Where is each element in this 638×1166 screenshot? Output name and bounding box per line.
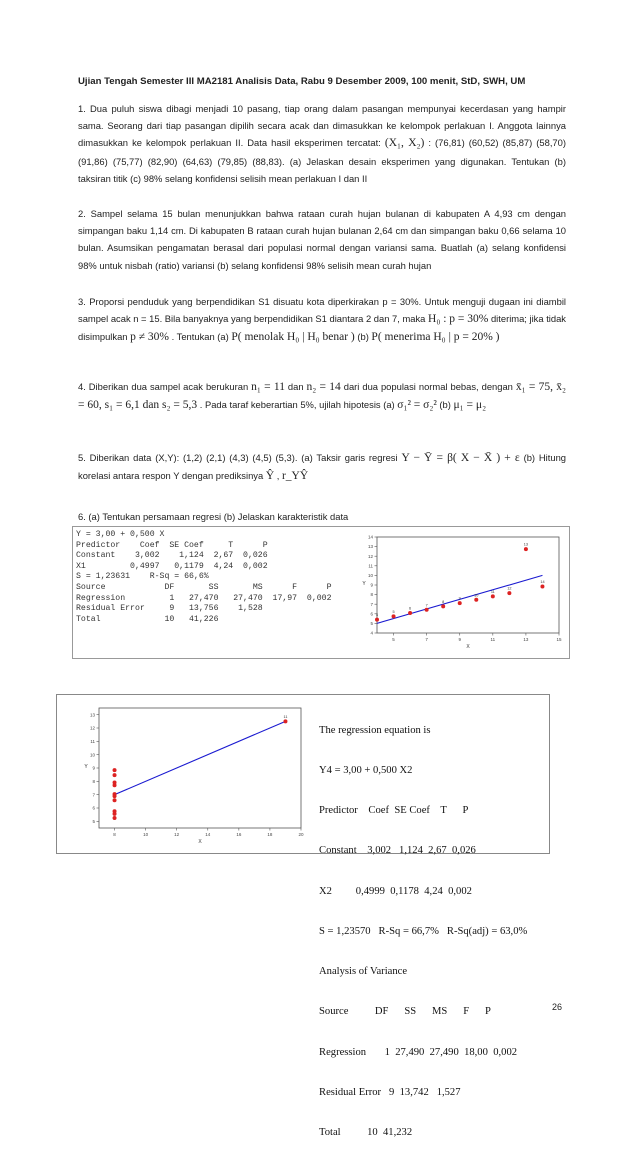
q4-math-3: x̄₁ = 75, x̄₂ = 60, s₁ = 6,1 dan s₂ = 5,3 — [78, 381, 566, 412]
regression-output-2 — [319, 697, 547, 1166]
page-number: 26 — [552, 1002, 563, 1012]
q3-text-d: (b) — [354, 331, 372, 343]
y-tick-label: 7 — [92, 792, 95, 798]
x-tick-label: 15 — [556, 637, 562, 642]
plot-frame — [377, 537, 559, 633]
data-point — [507, 591, 511, 595]
point-label: 6 — [409, 606, 412, 611]
point-label: 4 — [375, 613, 379, 618]
output-line: Predictor Coef SE Coef T P — [76, 540, 268, 550]
data-point — [283, 719, 287, 723]
point-label: 13 — [523, 542, 529, 547]
q5-text-b: (b) Hitung korelasi antara respon Y dengan prediksinya — [78, 452, 566, 482]
q5-math-3: r_YŶ — [281, 470, 309, 483]
x-axis-label: X — [198, 839, 202, 845]
q4-text-a: 4. Diberikan dua sampel acak berukuran — [78, 381, 252, 392]
x-tick-label: 8 — [113, 832, 116, 837]
point-label: 11 — [283, 714, 288, 719]
q1-text-b: : (76,81) (60,52) (85,87) (58,70) (91,86) (75,77) (82,90) (64,63) (79,85) (88,83). (a) Jelaskan desain eksperimen yang digunakan. Tentukan (b) taksiran titik (c) 98% selang konfidensi selisih mean perlakuan I dan II — [78, 137, 566, 184]
data-point — [113, 816, 117, 820]
q5-text-a: 5. Diberikan data (X,Y): (1,2) (2,1) (4,3) (4,5) (5,3). (a) Taksir garis regresi — [78, 452, 402, 463]
x-tick-label: 16 — [236, 832, 242, 837]
q3-math-2: p ≠ 30% — [130, 331, 170, 344]
q1-math: (X₁, X₂) — [384, 137, 425, 150]
output-line: X1 0,4997 0,1179 4,24 0,002 — [76, 561, 268, 571]
regression-panel-1 — [72, 526, 570, 659]
q3-text-c: . Tentukan (a) — [169, 331, 232, 343]
data-point — [491, 594, 495, 598]
q5-text-c: , — [274, 470, 282, 482]
y-tick-label: 9 — [370, 582, 373, 588]
data-point — [425, 608, 429, 612]
q4-text-c: dari dua populasi normal bebas, dengan — [340, 381, 516, 392]
q3-text-b: diterima; jika tidak disimpulkan — [78, 313, 566, 343]
output-line: Constant 3,002 1,124 2,67 0,026 — [76, 551, 268, 561]
point-label: 12 — [507, 586, 512, 591]
y-tick-label: 14 — [367, 534, 373, 540]
q2-text: 2. Sampel selama 15 bulan menunjukkan bahwa rataan curah hujan bulanan di kabupaten A 4,93 cm dengan simpangan baku 1,14 cm. Di kabupaten B rataan curah hujan bulanan 2,64 cm dan simpangan baku 0,66 selama 10 bulan. Asumsikan pengamatan berasal dari populasi normal dengan variansi sama. Buatlah (a) selang konfidensi 98% untuk nisbah (ratio) variansi (b) selang konfidensi 98% selisih mean curah hujan — [78, 208, 566, 271]
scatter-plot-1 — [357, 529, 565, 655]
x-axis-label: X — [466, 644, 470, 650]
question-1 — [78, 100, 566, 187]
data-point — [113, 768, 117, 772]
q1-text-a: 1. Dua puluh siswa dibagi menjadi 10 pasang, tiap orang dalam pasangan mempunyai kecerdasan yang hampir sama. Seorang dari tiap pasangan dipilih secara acak dan dimasukkan ke kelompok perlakuan I. Anggota lainnya dimasukkan ke kelompok perlakuan II. Data hasil eksperimen tercatat: — [78, 103, 566, 149]
data-point — [408, 611, 412, 615]
output-line: Regression 1 27,470 27,470 17,97 0,002 — [76, 593, 332, 603]
q3-text-a: 3. Proporsi penduduk yang berpendidikan S1 disuatu kota diperkirakan p = 30%. Untuk menguji dugaan ini diambil sampel acak n = 15. Bila banyaknya yang berpendidikan S1 diantara 2 dan 7, maka — [78, 296, 566, 325]
y-tick-label: 9 — [92, 765, 95, 771]
data-point — [113, 798, 117, 802]
y-tick-label: 13 — [367, 544, 373, 550]
q4-math-1: n₁ = 11 — [251, 381, 285, 393]
x-tick-label: 18 — [267, 832, 273, 837]
q5-math-2: Ŷ — [265, 470, 275, 483]
output-line: Y = 3,00 + 0,500 X — [76, 530, 165, 539]
q4-math-2: n₂ = 14 — [306, 381, 341, 393]
q5-math-1: Y − Ȳ = β( X − X̄ ) + ε — [401, 452, 520, 464]
y-axis-label: Y — [362, 581, 366, 587]
point-label: 9 — [458, 596, 461, 601]
q4-text-e: (b) — [436, 399, 454, 411]
y-tick-label: 5 — [92, 818, 95, 824]
data-point — [113, 794, 117, 798]
output-line: X2 0,4999 0,1178 4,24 0,002 — [319, 885, 472, 897]
regression-output-1 — [76, 530, 332, 625]
y-tick-label: 12 — [367, 553, 373, 559]
x-tick-label: 14 — [205, 832, 211, 837]
output-line: Source DF SS MS F P — [319, 1006, 491, 1018]
y-tick-label: 6 — [370, 611, 373, 617]
question-5 — [78, 449, 566, 485]
output-line: S = 1,23570 R-Sq = 66,7% R-Sq(adj) = 63,0% — [319, 925, 528, 937]
y-tick-label: 10 — [89, 752, 95, 758]
data-point — [524, 547, 528, 551]
output-line: Source DF SS MS F P — [76, 582, 332, 592]
output-line: Total 10 41,232 — [319, 1127, 413, 1138]
data-point — [474, 598, 478, 602]
data-point — [441, 604, 445, 608]
output-line: Residual Error 9 13,742 1,527 — [319, 1086, 461, 1098]
x-tick-label: 13 — [523, 637, 529, 642]
y-tick-label: 11 — [368, 563, 373, 569]
point-label: 10 — [474, 593, 479, 598]
y-tick-label: 7 — [370, 601, 373, 607]
q4-math-5: μ₁ = μ₂ — [453, 399, 487, 412]
output-line: Total 10 41,226 — [76, 614, 219, 624]
question-4 — [78, 378, 566, 414]
y-tick-label: 8 — [92, 778, 95, 784]
q4-text-b: dan — [284, 381, 307, 392]
data-point — [540, 585, 544, 589]
x-tick-label: 10 — [143, 832, 149, 837]
q4-math-4: σ₁² = σ₂² — [397, 399, 437, 412]
question-3 — [78, 293, 566, 347]
data-point — [113, 812, 117, 816]
regression-line — [115, 721, 286, 794]
y-tick-label: 6 — [92, 805, 95, 811]
q3-math-4: P( menerima H₀ | p = 20% ) — [371, 331, 500, 344]
y-tick-label: 5 — [370, 621, 373, 626]
point-label: 14 — [540, 580, 545, 585]
plot-frame — [99, 708, 301, 828]
output-line: Predictor Coef SE Coef T P — [319, 805, 469, 817]
output-line: Residual Error 9 13,756 1,528 — [76, 604, 263, 614]
q4-text-d: . Pada taraf keberartian 5%, ujilah hipotesis (a) — [197, 399, 398, 411]
point-label: 11 — [490, 589, 495, 594]
output-line: Regression 1 27,490 27,490 18,00 0,002 — [319, 1046, 518, 1058]
x-tick-label: 20 — [298, 832, 304, 837]
q6-text: 6. (a) Tentukan persamaan regresi (b) Jelaskan karakteristik data — [78, 511, 349, 522]
y-tick-label: 12 — [89, 725, 95, 731]
regression-panel-2 — [56, 694, 550, 1138]
data-point — [113, 773, 117, 777]
data-point — [375, 618, 379, 622]
output-line: Analysis of Variance — [319, 966, 408, 978]
x-tick-label: 7 — [425, 637, 428, 642]
data-point — [392, 614, 396, 618]
exam-title: Ujian Tengah Semester III MA2181 Analisis Data, Rabu 9 Desember 2009, 100 menit, StD, SWH, UM — [78, 76, 526, 87]
y-tick-label: 10 — [367, 573, 373, 578]
q3-math-1: H₀ : p = 30% — [428, 313, 489, 326]
output-line: The regression equation is — [319, 724, 431, 736]
data-point — [113, 781, 117, 785]
point-label: 5 — [392, 609, 395, 614]
output-line: Y4 = 3,00 + 0,500 X2 — [319, 765, 413, 777]
y-tick-label: 4 — [370, 630, 373, 636]
data-point — [458, 601, 462, 605]
x-tick-label: 5 — [392, 637, 395, 642]
x-tick-label: 11 — [490, 637, 496, 642]
y-tick-label: 13 — [89, 712, 95, 718]
x-tick-label: 9 — [458, 637, 461, 642]
y-tick-label: 11 — [90, 738, 95, 744]
point-label: 7 — [425, 603, 428, 608]
question-6 — [78, 508, 566, 525]
output-line: S = 1,23631 R-Sq = 66,6% — [76, 572, 209, 582]
question-2 — [78, 205, 566, 274]
y-tick-label: 8 — [370, 592, 373, 598]
y-axis-label: Y — [84, 764, 88, 770]
output-line: Constant 3,002 1,124 2,67 0,026 — [319, 845, 476, 857]
x-tick-label: 12 — [174, 832, 180, 837]
q3-math-3: P( menolak H₀ | H₀ benar ) — [231, 331, 355, 344]
point-label: 8 — [442, 599, 445, 604]
